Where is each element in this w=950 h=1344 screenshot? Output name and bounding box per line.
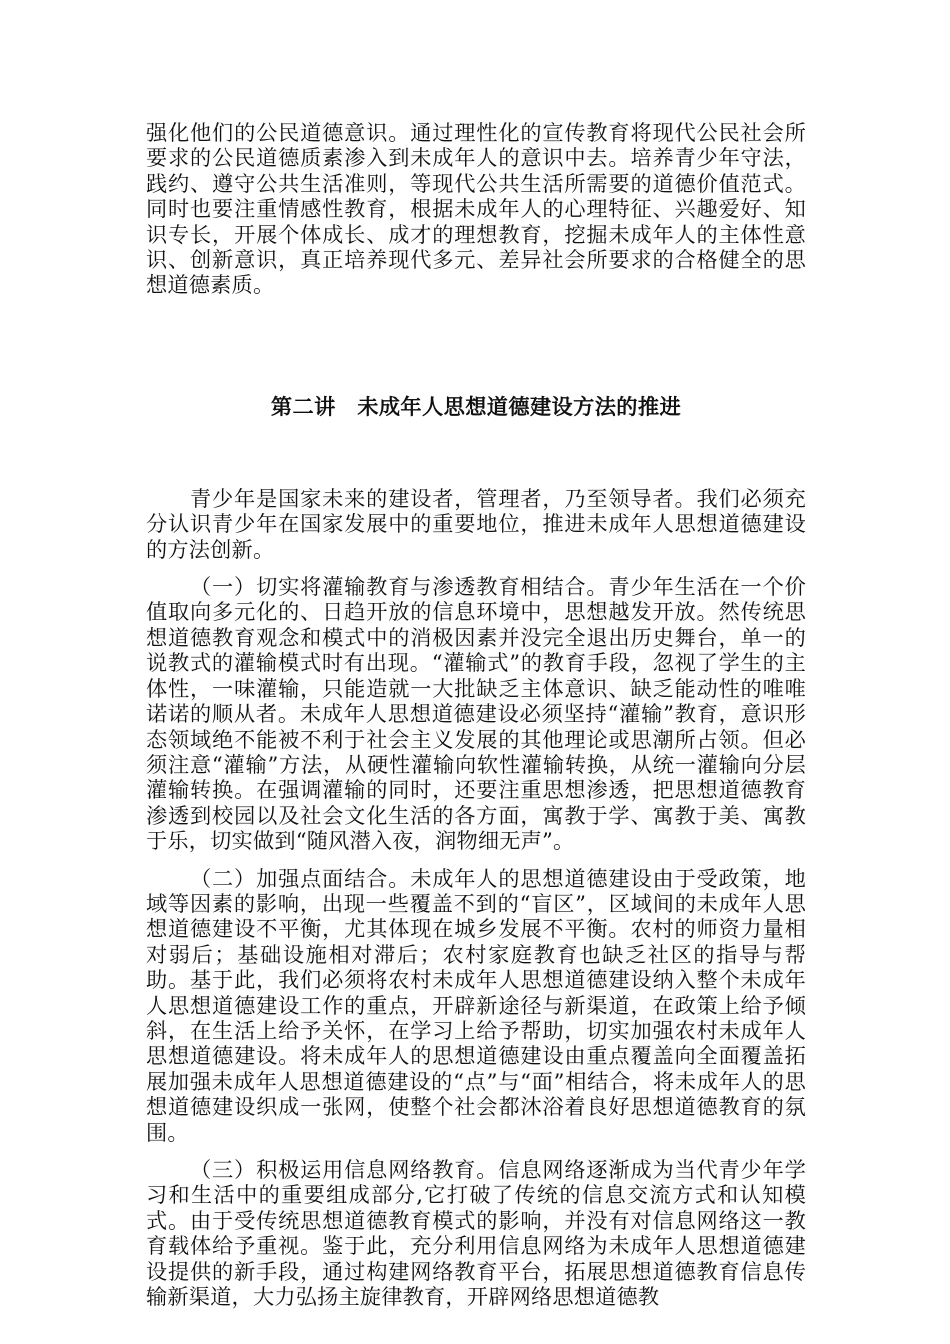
paragraph-4: （三）积极运用信息网络教育。信息网络逐渐成为当代青少年学习和生活中的重要组成部分,它打破了传统的信息交流方式和认知模式。由于受传统思想道德教育模式的影响，并没有对信息网络这一教育载体给予重视。鉴于此，充分利用信息网络为未成年人思想道德建设提供的新手段，通过构建网络教育平台，拓展思想道德教育信息传输新渠道，大力弘扬主旋律教育，开辟网络思想道德教 bbox=[146, 1157, 806, 1310]
spacer bbox=[146, 562, 806, 574]
paragraph-1: 青少年是国家未来的建设者，管理者，乃至领导者。我们必须充分认识青少年在国家发展中的重要地位，推进未成年人思想道德建设的方法创新。 bbox=[146, 485, 806, 562]
paragraph-intro-continued: 强化他们的公民道德意识。通过理性化的宣传教育将现代公民社会所要求的公民道德质素渗入到未成年人的意识中去。培养青少年守法，践约、遵守公共生活准则，等现代公共生活所需要的道德价值范式。同时也要注重情感性教育，根据未成年人的心理特征、兴趣爱好、知识专长，开展个体成长、成才的理想教育，挖掘未成年人的主体性意识、创新意识，真正培养现代多元、差异社会所要求的合格健全的思想道德素质。 bbox=[146, 120, 806, 298]
section-heading: 第二讲 未成年人思想道德建设方法的推进 bbox=[270, 393, 682, 419]
document-page bbox=[146, 120, 806, 1309]
spacer bbox=[146, 1145, 806, 1157]
paragraph-2: （一）切实将灌输教育与渗透教育相结合。青少年生活在一个价值取向多元化的、日趋开放的信息环境中，思想越发开放。然传统思想道德教育观念和模式中的消极因素并没完全退出历史舞台，单一的说教式的灌输模式时有出现。“灌输式”的教育手段，忽视了学生的主体性，一味灌输，只能造就一大批缺乏主体意识、缺乏能动性的唯唯诺诺的顺从者。未成年人思想道德建设必须坚持“灌输”教育，意识形态领域绝不能被不利于社会主义发展的其他理论或思潮所占领。但必须注意“灌输”方法，从硬性灌输向软性灌输转换，从统一灌输向分层灌输转换。在强调灌输的同时，还要注重思想渗透，把思想道德教育渗透到校园以及社会文化生活的各方面，寓教于学、寓教于美、寓教于乐，切实做到“随风潜入夜，润物细无声”。 bbox=[146, 574, 806, 854]
spacer bbox=[146, 298, 806, 394]
spacer bbox=[146, 420, 806, 486]
spacer bbox=[146, 854, 806, 866]
paragraph-3: （二）加强点面结合。未成年人的思想道德建设由于受政策，地域等因素的影响，出现一些覆盖不到的“盲区”，区域间的未成年人思想道德建设不平衡，尤其体现在城乡发展不平衡。农村的师资力量相对弱后；基础设施相对滞后；农村家庭教育也缺乏社区的指导与帮助。基于此，我们必须将农村未成年人思想道德建设纳入整个未成年人思想道德建设工作的重点，开辟新途径与新渠道，在政策上给予倾斜，在生活上给予关怀，在学习上给予帮助，切实加强农村未成年人思想道德建设。将未成年人的思想道德建设由重点覆盖向全面覆盖拓展加强未成年人思想道德建设的“点”与“面”相结合，将未成年人的思想道德建设织成一张网，使整个社会都沐浴着良好思想道德教育的氛围。 bbox=[146, 865, 806, 1145]
